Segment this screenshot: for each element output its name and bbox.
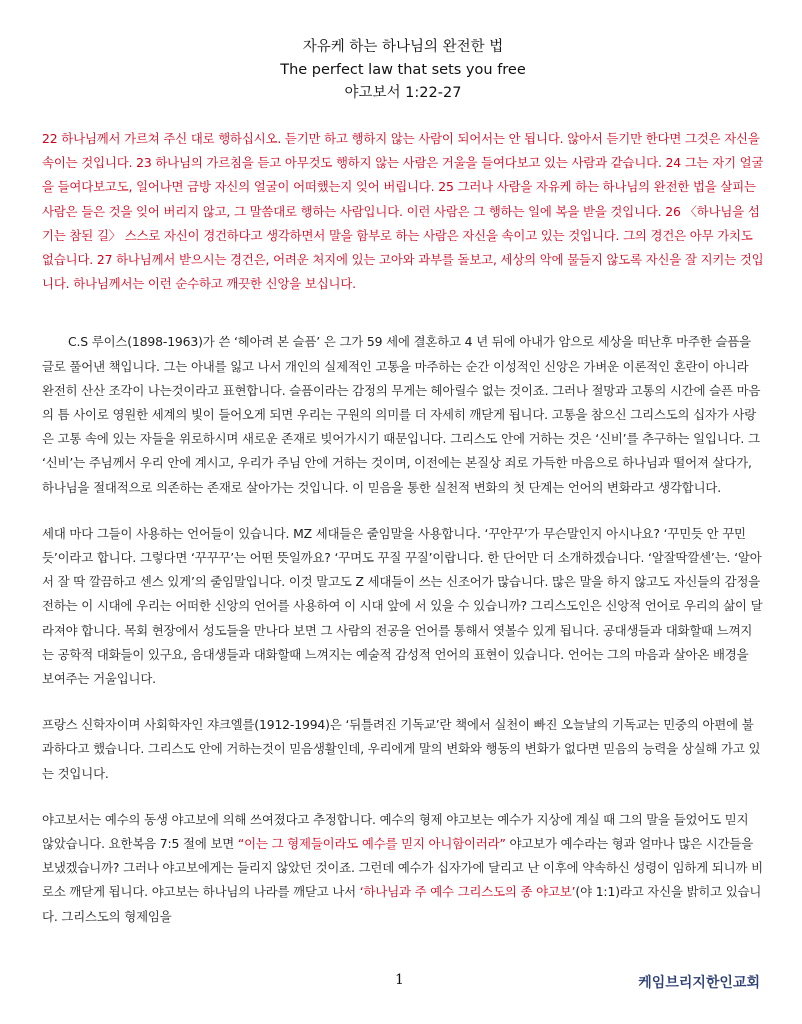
title-block <box>42 36 764 105</box>
church-name: 케임브리지한인교회 <box>638 975 760 991</box>
scripture-text: 22 하나님께서 가르쳐 주신 대로 행하십시오. 듣기만 하고 행하지 않는 사람이 되어서는 안 됩니다. 않아서 듣기만 한다면 그것은 자신을 속이는 것입니다. 23 하나님의 가르침을 듣고 아무것도 행하지 않는 사람은 거울을 들여다보고 있는 사람과 같습니다. 24 그는 자기 얼굴을 들여다보고도, 일어나면 금방 자신의 얼굴이 어떠했는지 잊어 버립니다. 25 그러나 사람을 자유케 하는 하나님의 완전한 법을 살피는 사람은 들은 것을 잊어 버리지 않고, 그 말씀대로 행하는 사람입니다. 이런 사람은 그 행하는 일에 복을 받을 것입니다. 26 〈하나님을 섬기는 참된 길〉 스스로 자신이 경건하다고 생각하면서 말을 함부로 하는 사람은 자신을 속이고 있는 것입니다. 그의 경건은 아무 가치도 없습니다. 27 하나님께서 받으시는 경건은, 어려운 처지에 있는 고아와 과부를 돌보고, 세상의 악에 물들지 않도록 자신을 잘 지키는 것입니다. 하나님께서는 이런 순수하고 깨끗한 신앙을 보십니다. <box>42 131 764 292</box>
paragraph-4-part-b: 야고보가 예수라는 형과 얼마나 많은 시간들을 보냈겠습니까? 그러나 야고보에게는 들리지 않았던 것이죠. 그런데 예수가 십자가에 달리고 난 이후에 약속하신 성령이 임하게 되니까 비로소 깨닫게 됩니다. 야고보는 하나님의 나라를 깨닫고 나서 <box>42 836 763 900</box>
page-footer <box>0 972 802 1002</box>
bible-quote-2: ‘하나님과 주 예수 그리스도의 종 야고보’ <box>359 884 576 900</box>
paragraph-2: 세대 마다 그들이 사용하는 언어들이 있습니다. MZ 세대들은 줄임말을 사용합니다. ‘꾸안꾸’가 무슨말인지 아시나요? ‘꾸민듯 안 꾸민듯’이라고 합니다. 그렇다면 ‘꾸꾸꾸’는 어떤 뜻일까요? ‘꾸며도 꾸질 꾸질’이랍니다. 한 단어만 더 소개하겠습니다. ‘알잘딱깔센’는. ‘알아서 잘 딱 깔끔하고 센스 있게’의 줄임말입니다. 이것 말고도 Z 세대들이 쓰는 신조어가 많습니다. 많은 말을 하지 않고도 자신들의 감정을 전하는 이 시대에 우리는 어떠한 신앙의 언어를 사용하여 이 시대 앞에 서 있을 수 있습니까? 그리스도인은 신앙적 언어로 우리의 삶이 달라져야 합니다. 목회 현장에서 성도들을 만나다 보면 그 사람의 전공을 언어를 통해서 엿볼수 있게 됩니다. 공대생들과 대화할때 느껴지는 공학적 대화들이 있구요, 음대생들과 대화할때 느껴지는 예술적 감성적 언어의 표현이 있습니다. 언어는 그의 마음과 살아온 배경을 보여주는 거울입니다. <box>42 525 763 687</box>
paragraph-4 <box>42 808 764 929</box>
paragraph-3: 프랑스 신학자이며 사회학자인 쟈크엘를(1912-1994)은 ‘뒤틀려진 기독교’란 책에서 실천이 빠진 오늘날의 기독교는 민중의 아편에 불과하다고 했습니다. 그리스도 안에 거하는것이 믿음생활인데, 우리에게 말의 변화와 행동의 변화가 없다면 믿음의 능력을 상실해 가고 있는 것입니다. <box>42 717 761 781</box>
bible-quote: “이는 그 형제들이라도 예수를 믿지 아니함이러라” <box>237 836 506 852</box>
paragraph-1: C.S 루이스(1898-1963)가 쓴 ‘헤아려 본 슬픔’ 은 그가 59 세에 결혼하고 4 년 뒤에 아내가 암으로 세상을 떠난후 마주한 슬픔을 글로 풀어낸 책입니다. 그는 아내를 잃고 나서 개인의 실제적인 고통을 마주하는 순간 이성적인 신앙은 가벼운 이론적인 혼란이 아니라 완전히 산산 조각이 나는것이라고 표현합니다. 슬픔이라는 감정의 무게는 헤아릴수 없는 것이죠. 그러나 절망과 고통의 시간에 슬픈 마음의 틈 사이로 영원한 세계의 빛이 들어오게 되면 우리는 구원의 의미를 더 자세히 깨닫게 됩니다. 고통을 참으신 그리스도의 십자가 사랑은 고통 속에 있는 자들을 위로하시며 새로운 존재로 빚어가시기 때문입니다. 그리스도 안에 거하는 것은 ‘신비’를 추구하는 일입니다. 그 ‘신비’는 주님께서 우리 안에 계시고, 우리가 주님 안에 거하는 것이며, 이전에는 본질상 죄로 가득한 마음으로 하나님과 떨어져 살다가, 하나님을 절대적으로 의존하는 존재로 살아가는 것입니다. 이 믿음을 통한 실천적 변화의 첫 단계는 언어의 변화라고 생각합니다. <box>42 334 761 495</box>
scripture-reference: 야고보서 1:22-27 <box>344 85 462 101</box>
paragraph-4-part-a: 야고보서는 예수의 동생 야고보에 의해 쓰여졌다고 추정합니다. 예수의 형제 야고보는 예수가 지상에 계실 때 그의 말을 들었어도 믿지 않았습니다. 요한복음 7:5 절에 보면 <box>42 811 749 852</box>
sermon-title-korean: 자유케 하는 하나님의 완전한 법 <box>302 39 504 55</box>
paragraph-4-part-c: (야 1:1)라고 자신을 밝히고 있습니다. 그리스도의 형제임을 <box>42 884 762 924</box>
page-number: 1 <box>395 972 404 988</box>
sermon-title-english: The perfect law that sets you free <box>280 62 526 78</box>
